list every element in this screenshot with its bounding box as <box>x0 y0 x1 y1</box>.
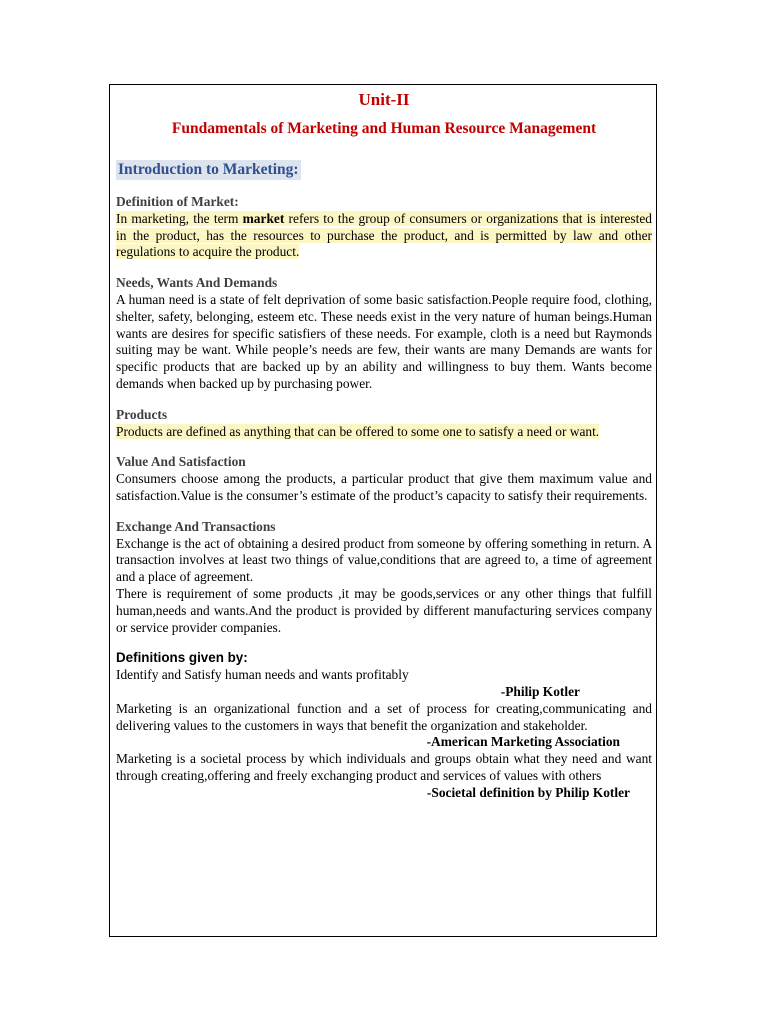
section-heading-exchange: Exchange And Transactions <box>116 518 276 534</box>
definition-2-text: Marketing is an organizational function and a set of process for creating,communicating and delivering values to the customers in ways that benefit the organization and stakeholder. <box>116 700 652 733</box>
definition-3-source: -Societal definition by Philip Kotler <box>426 784 630 800</box>
unit-title: Unit-II <box>358 90 410 109</box>
market-definition <box>116 211 652 261</box>
section-heading-products: Products <box>116 406 168 422</box>
section-heading-needs: Needs, Wants And Demands <box>116 275 278 291</box>
document-content <box>116 90 652 802</box>
definition-3-text: Marketing is a societal process by which individuals and groups obtain what they need and want through creating,offering and freely exchanging product and services of values with others <box>116 751 652 783</box>
definition-1-text: Identify and Satisfy human needs and wants profitably <box>116 667 409 683</box>
exchange-body-2: There is requirement of some products ,it may be goods,services or any other things that fulfill human,needs and wants.And the product is provided by different manufacturing services company or service provider companies. <box>116 585 652 635</box>
intro-heading: Introduction to Marketing: <box>118 161 299 178</box>
products-text: Products are defined as anything that can be offered to some one to satisfy a need or want. <box>116 423 600 439</box>
market-term: market <box>242 210 285 226</box>
definitions-heading: Definitions given by: <box>116 650 248 666</box>
market-pre: In marketing, the term <box>116 210 243 226</box>
needs-body: A human need is a state of felt deprivation of some basic satisfaction.People require food, clothing, shelter, safety, belonging, esteem etc. These needs exist in the very nature of human beings.Human wants are desires for specific satisfiers of these needs. For example, cloth is a need but Raymonds suiting may be want. While people’s needs are few, their wants are many Demands are wants for specific products that are backed up by an ability and willingness to buy them. Wants become demands when backed up by purchasing power. <box>116 291 652 391</box>
section-heading-market: Definition of Market: <box>116 194 239 209</box>
main-title: Fundamentals of Marketing and Human Resource Management <box>171 120 597 137</box>
section-heading-value: Value And Satisfaction <box>116 454 246 470</box>
value-body: Consumers choose among the products, a particular product that give them maximum value and satisfaction.Value is the consumer’s estimate of the product’s capacity to satisfy their requirements. <box>116 471 652 503</box>
products-body <box>116 424 652 441</box>
definition-2-source: -American Marketing Association <box>426 734 620 750</box>
market-post: refers to the group of consumers or organizations that is interested in the product, has the resources to purchase the product, and is permitted by law and other regulations to acquire the product. <box>116 210 652 260</box>
definition-1-source: -Philip Kotler <box>500 683 580 699</box>
exchange-body-1: Exchange is the act of obtaining a desired product from someone by offering something in return. A transaction involves at least two things of value,conditions that are agreed to, a time of agreement and a place of agreement. <box>116 535 652 585</box>
